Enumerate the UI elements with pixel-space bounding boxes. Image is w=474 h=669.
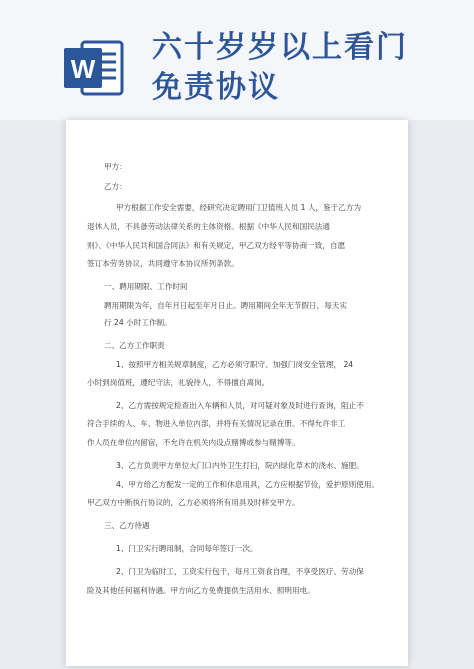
document-line: 甲方根据工作安全需要，经研究决定聘用门卫值班人员 1 人，鉴于乙方为 bbox=[116, 203, 362, 212]
document-line: 签订本劳务协议，共同遵守本协议所列条款。 bbox=[87, 259, 239, 268]
document-line: 1、门卫实行聘用制，合同每年签订一次。 bbox=[116, 544, 258, 553]
title-line-2: 免责协议 bbox=[152, 70, 280, 105]
header-banner bbox=[0, 0, 474, 120]
document-line: 则》、《中华人民共和国合同法》和有关规定，甲乙双方经平等协商一致，自愿 bbox=[87, 241, 346, 250]
word-document-icon bbox=[62, 36, 126, 100]
logo-letter: W bbox=[70, 54, 96, 84]
document-line: 乙方： bbox=[104, 182, 127, 191]
document-line: 作人员在单位内留宿，不允许在机关内设点赌博或参与赌博等。 bbox=[87, 438, 300, 447]
page-title bbox=[152, 28, 408, 108]
document-line: 甲方： bbox=[104, 162, 127, 171]
document-page bbox=[66, 120, 408, 666]
document-line: 1、按照甲方相关规章制度，乙方必须守职守、加强门岗安全管理， 24 bbox=[116, 360, 354, 369]
document-line: 聘用期限为年，自年月日起至年月日止。聘用期间全年无节假日，每天实 bbox=[104, 301, 347, 310]
document-line: 一、聘用期限、工作时间 bbox=[104, 282, 188, 291]
document-line: 2、乙方需按规定检查出入车辆和人员，对可疑对象及时进行查询，阻止不 bbox=[116, 401, 364, 410]
document-line: 3、乙方负责甲方单位大门口内外卫生打扫，院内绿化草木的浇水、施肥。 bbox=[116, 461, 364, 470]
title-line-1: 六十岁岁以上看门 bbox=[152, 30, 408, 65]
document-line: 险及其他任何福利待遇。甲方向乙方免费提供生活用水、照明用电。 bbox=[87, 586, 315, 595]
document-line: 符合手续的人、车、物进入单位内部，并将有关情况记录在册。不得允许非工 bbox=[87, 419, 346, 428]
document-line: 三、乙方待遇 bbox=[104, 521, 150, 530]
document-line: 行 24 小时工作制。 bbox=[104, 318, 172, 327]
document-line: 退休人员，不具备劳动法律关系的主体资格。根据《中华人民和国民法通 bbox=[87, 222, 330, 231]
document-line: 二、乙方工作职责 bbox=[104, 341, 165, 350]
document-body bbox=[66, 120, 408, 666]
document-line: 甲乙双方中断执行协议的，乙方必须将所有用具及时移交甲方。 bbox=[87, 498, 300, 507]
document-line: 2、门卫为临时工，工资实行包干，每月工资食自理，不享受医疗、劳动保 bbox=[116, 567, 364, 576]
document-line: 4、甲方给乙方配发一定的工作和休息用具，乙方应根据节俭，爱护原则使用。 bbox=[116, 480, 380, 489]
document-line: 小时到岗值班，遵纪守法，礼貌待人，不得擅自离岗。 bbox=[87, 378, 270, 387]
